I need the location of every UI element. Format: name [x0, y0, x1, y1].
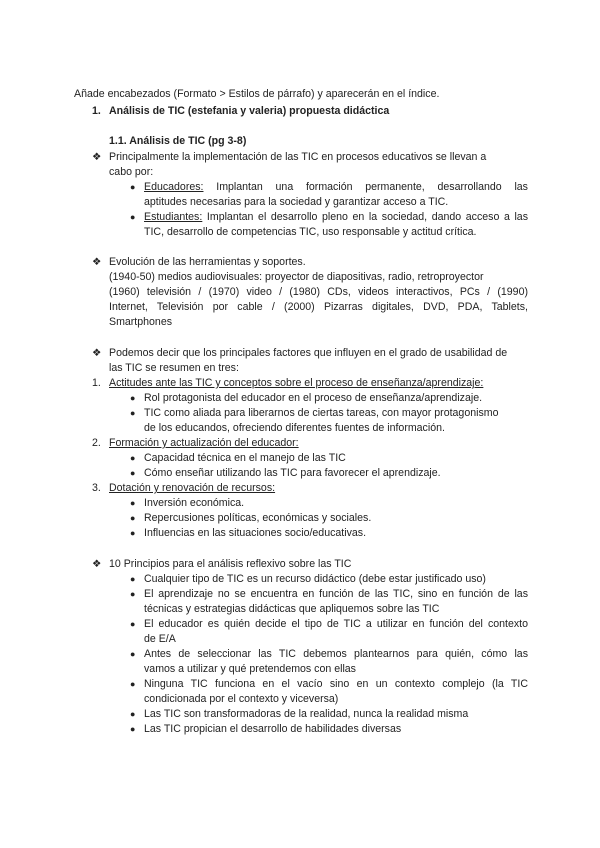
diamond-bullet-icon: ❖	[92, 151, 102, 163]
factors-line-2: las TIC se resumen en tres:	[109, 362, 239, 374]
factor-1-number: 1.	[92, 377, 101, 389]
bullet-icon: ●	[130, 468, 136, 478]
principle-5-line-1: Ninguna TIC funciona en el vacío sino en un contexto complejo (la TIC	[144, 678, 528, 690]
bullet-icon: ●	[130, 498, 136, 508]
bullet-icon: ●	[130, 182, 136, 192]
heading-1: Análisis de TIC (estefania y valeria) propuesta didáctica	[109, 105, 390, 117]
estudiantes-term: Estudiantes:	[144, 211, 203, 223]
implementation-line-1: Principalmente la implementación de las TIC en procesos educativos se llevan a	[109, 151, 487, 163]
principle-1: Cualquier tipo de TIC es un recurso didáctico (debe estar justificado uso)	[144, 573, 486, 585]
bullet-icon: ●	[130, 513, 136, 523]
factor-3-number: 3.	[92, 482, 101, 494]
principle-4-line-1: Antes de seleccionar las TIC debemos plantearnos para quién, cómo las	[144, 648, 528, 660]
diamond-bullet-icon: ❖	[92, 256, 102, 268]
evolution-line-2: (1960) televisión / (1970) video / (1980) CDs, videos interactivos, PCs / (1990)	[109, 286, 528, 298]
factor-3-item-2: Repercusiones políticas, económicas y sociales.	[144, 512, 372, 524]
bullet-icon: ●	[130, 619, 136, 629]
bullet-icon: ●	[130, 453, 136, 463]
evolution-line-1: (1940-50) medios audiovisuales: proyector de diapositivas, radio, retroproyector	[109, 271, 484, 283]
bullet-icon: ●	[130, 649, 136, 659]
factors-line-1: Podemos decir que los principales factores que influyen en el grado de usabilidad de	[109, 347, 508, 359]
factor-1-item-1: Rol protagonista del educador en el proceso de enseñanza/aprendizaje.	[144, 392, 483, 404]
factor-2-title: Formación y actualización del educador:	[109, 437, 299, 449]
bullet-icon: ●	[130, 724, 136, 734]
bullet-icon: ●	[130, 393, 136, 403]
estudiantes-line-1: Estudiantes: Implantan el desarrollo pleno en la sociedad, dando acceso a las	[144, 211, 528, 223]
estudiantes-line-2: TIC, desarrollo de competencias TIC, uso responsable y actitud crítica.	[144, 226, 477, 238]
principles-title: 10 Principios para el análisis reflexivo sobre las TIC	[109, 558, 352, 570]
factor-1-item-2-line-1: TIC como aliada para liberarnos de ciertas tareas, con mayor protagonismo	[144, 407, 499, 419]
bullet-icon: ●	[130, 408, 136, 418]
factor-3-item-1: Inversión económica.	[144, 497, 245, 509]
intro-text: Añade encabezados (Formato > Estilos de párrafo) y aparecerán en el índice.	[74, 88, 440, 100]
principle-3-line-1: El educador es quién decide el tipo de TIC a utilizar en función del contexto	[144, 618, 528, 630]
educadores-line-1: Educadores: Implantan una formación permanente, desarrollando las	[144, 181, 528, 193]
implementation-line-2: cabo por:	[109, 166, 154, 178]
bullet-icon: ●	[130, 679, 136, 689]
heading-1-number: 1.	[92, 105, 101, 117]
principle-3-line-2: de E/A	[144, 633, 176, 645]
principle-2-line-2: técnicas y estrategias didácticas que apliquemos sobre las TIC	[144, 603, 440, 615]
principle-5-line-2: condicionada por el contexto y viceversa)	[144, 693, 339, 705]
factor-1-title: Actitudes ante las TIC y conceptos sobre el proceso de enseñanza/aprendizaje:	[109, 377, 484, 389]
evolution-line-3: Internet, Televisión por cable / (2000) Pizarras digitales, DVD, PDA, Tablets,	[109, 301, 528, 313]
evolution-title: Evolución de las herramientas y soportes.	[109, 256, 306, 268]
bullet-icon: ●	[130, 709, 136, 719]
evolution-line-4: Smartphones	[109, 316, 173, 328]
factor-1-item-2-line-2: de los educandos, ofreciendo diferentes fuentes de información.	[144, 422, 445, 434]
factor-2-number: 2.	[92, 437, 101, 449]
bullet-icon: ●	[130, 528, 136, 538]
diamond-bullet-icon: ❖	[92, 347, 102, 359]
educadores-line-2: aptitudes necesarias para la sociedad y garantizar acceso a TIC.	[144, 196, 449, 208]
principle-2-line-1: El aprendizaje no se encuentra en función de las TIC, sino en función de las	[144, 588, 528, 600]
heading-2: 1.1. Análisis de TIC (pg 3-8)	[109, 135, 247, 147]
educadores-term: Educadores:	[144, 181, 204, 193]
factor-3-title: Dotación y renovación de recursos:	[109, 482, 276, 494]
bullet-icon: ●	[130, 589, 136, 599]
bullet-icon: ●	[130, 574, 136, 584]
factor-3-item-3: Influencias en las situaciones socio/educativas.	[144, 527, 367, 539]
factor-2-item-1: Capacidad técnica en el manejo de las TIC	[144, 452, 346, 464]
diamond-bullet-icon: ❖	[92, 558, 102, 570]
principle-4-line-2: vamos a utilizar y qué pretendemos con ellas	[144, 663, 356, 675]
principle-7: Las TIC propician el desarrollo de habilidades diversas	[144, 723, 402, 735]
bullet-icon: ●	[130, 212, 136, 222]
factor-2-item-2: Cómo enseñar utilizando las TIC para favorecer el aprendizaje.	[144, 467, 441, 479]
principle-6: Las TIC son transformadoras de la realidad, nunca la realidad misma	[144, 708, 469, 720]
